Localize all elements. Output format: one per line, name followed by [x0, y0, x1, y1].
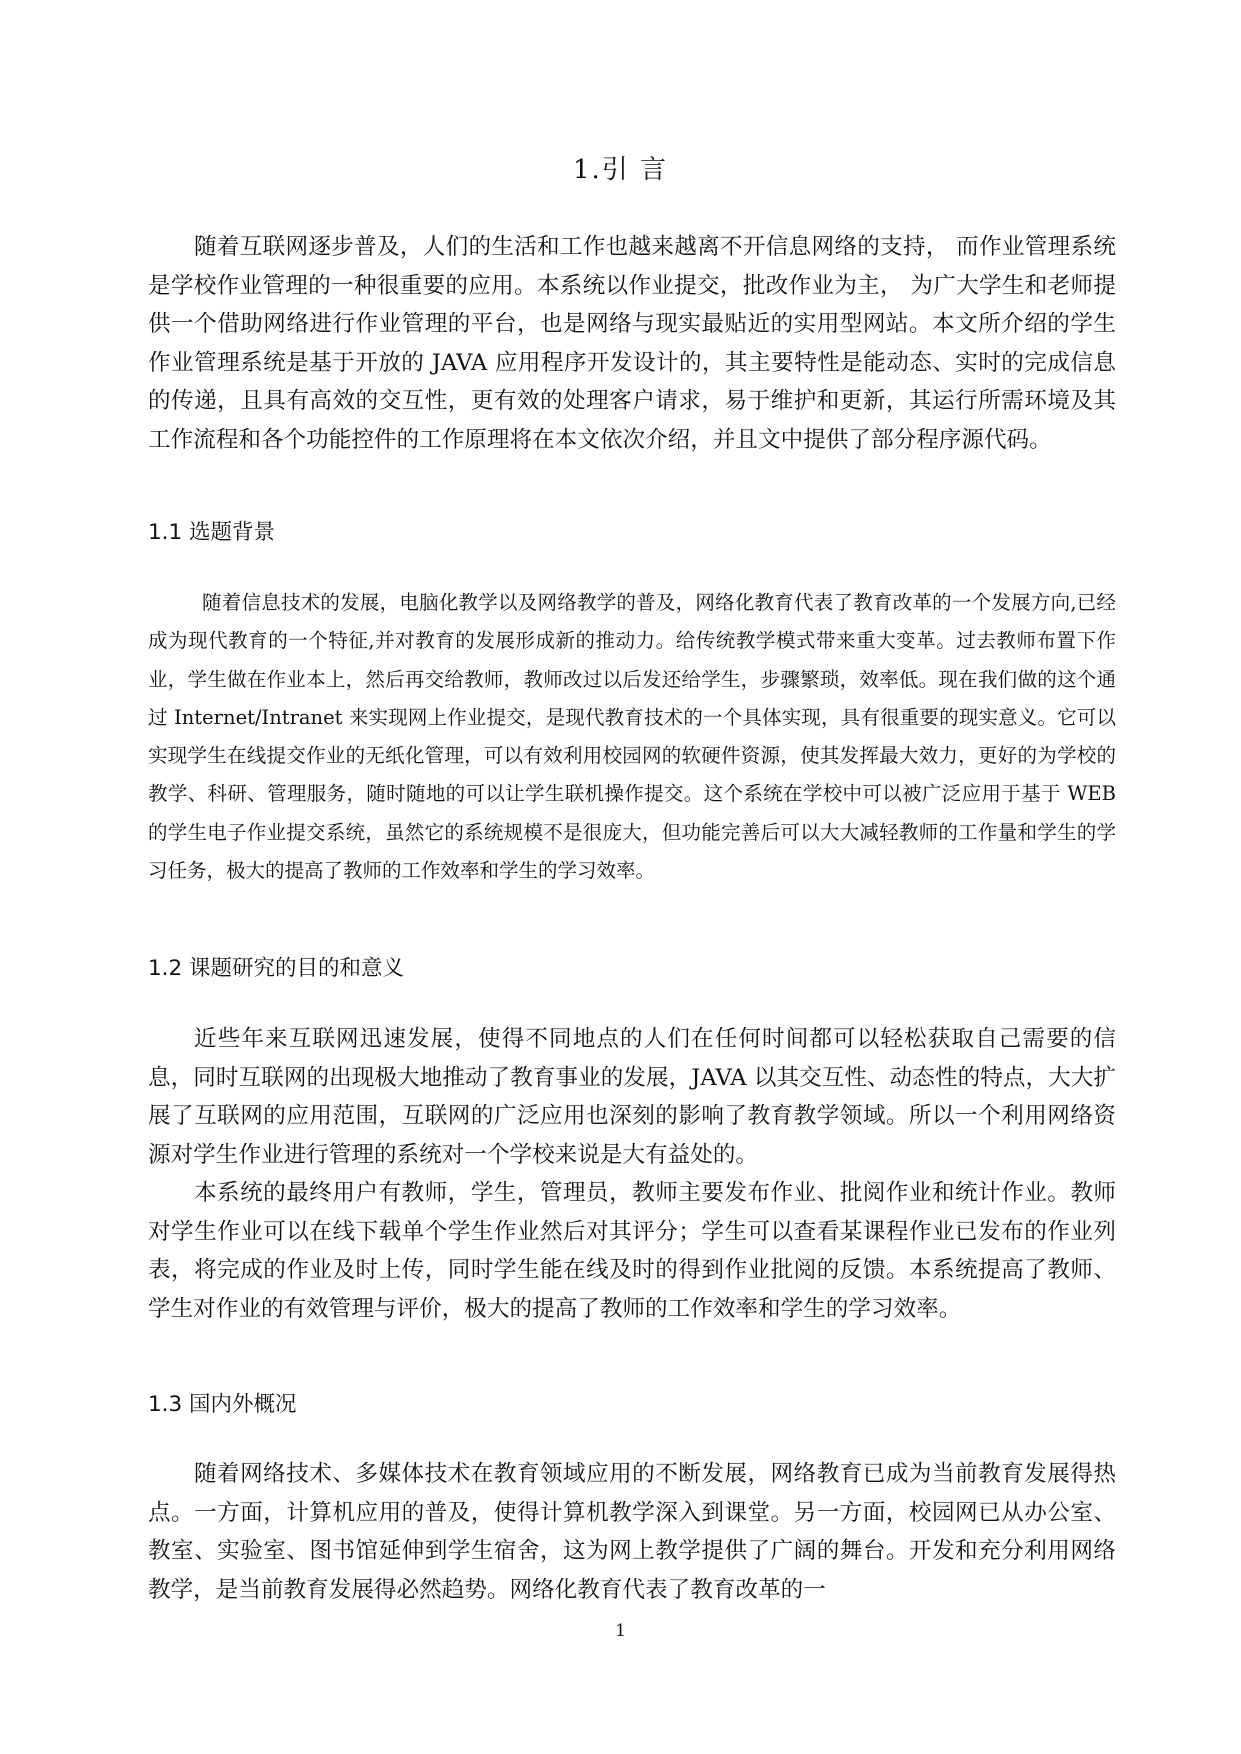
section-1-2-paragraph-1: 近些年来互联网迅速发展，使得不同地点的人们在任何时间都可以轻松获取自己需要的信息，同时互联网的出现极大地推动了教育事业的发展，JAVA 以其交互性、动态性的特点，大大扩展了互联网的应用范围，互联网的广泛应用也深刻的影响了教育教学领域。所以一个利用网络资源对学生作业进行管理的系统对一个学校来说是大有益处的。 [148, 1026, 1116, 1168]
page-number: 1 [615, 1621, 626, 1641]
section-1-1-paragraph: 随着信息技术的发展，电脑化教学以及网络教学的普及，网络化教育代表了教育改革的一个发展方向,已经成为现代教育的一个特征,并对教育的发展形成新的推动力。给传统教学模式带来重大变革。过去教师布置下作业，学生做在作业本上，然后再交给教师，教师改过以后发还给学生，步骤繁琐，效率低。现在我们做的这个通过 Internet/Intranet 来实现网上作业提交，是现代教育技术的一个具体实现，具有很重要的现实意义。它可以实现学生在线提交作业的无纸化管理，可以有效利用校园网的软硬件资源，使其发挥最大效力，更好的为学校的教学、科研、管理服务，随时随地的可以让学生联机操作提交。这个系统在学校中可以被广泛应用于基于 WEB 的学生电子作业提交系统，虽然它的系统规模不是很庞大，但功能完善后可以大大减轻教师的工作量和学生的学习任务，极大的提高了教师的工作效率和学生的学习效率。 [148, 591, 1116, 883]
chapter-title: 1.引 言 [572, 155, 669, 185]
section-1-3-paragraph: 随着网络技术、多媒体技术在教育领域应用的不断发展，网络教育已成为当前教育发展得热点。一方面，计算机应用的普及，使得计算机教学深入到课堂。另一方面，校园网已从办公室、教室、实验室、图书馆延伸到学生宿舍，这为网上教学提供了广阔的舞台。开发和充分利用网络教学，是当前教育发展得必然趋势。网络化教育代表了教育改革的一 [148, 1461, 1116, 1603]
intro-paragraph: 随着互联网逐步普及，人们的生活和工作也越来越离不开信息网络的支持， 而作业管理系统是学校作业管理的一种很重要的应用。本系统以作业提交，批改作业为主， 为广大学生和老师提供一个借助网络进行作业管理的平台，也是网络与现实最贴近的实用型网站。本文所介绍的学生作业管理系统是基于开放的 JAVA 应用程序开发设计的，其主要特性是能动态、实时的完成信息的传递，且具有高效的交互性，更有效的处理客户请求，易于维护和更新，其运行所需环境及其工作流程和各个功能控件的工作原理将在本文依次介绍，并且文中提供了部分程序源代码。 [148, 234, 1116, 453]
section-heading-1-2: 1.2 课题研究的目的和意义 [148, 956, 405, 981]
section-1-2-paragraph-2: 本系统的最终用户有教师，学生，管理员，教师主要发布作业、批阅作业和统计作业。教师对学生作业可以在线下载单个学生作业然后对其评分；学生可以查看某课程作业已发布的作业列表，将完成的作业及时上传，同时学生能在线及时的得到作业批阅的反馈。本系统提高了教师、学生对作业的有效管理与评价，极大的提高了教师的工作效率和学生的学习效率。 [148, 1180, 1116, 1322]
section-heading-1-1: 1.1 选题背景 [148, 520, 276, 545]
section-heading-1-3: 1.3 国内外概况 [148, 1392, 297, 1417]
